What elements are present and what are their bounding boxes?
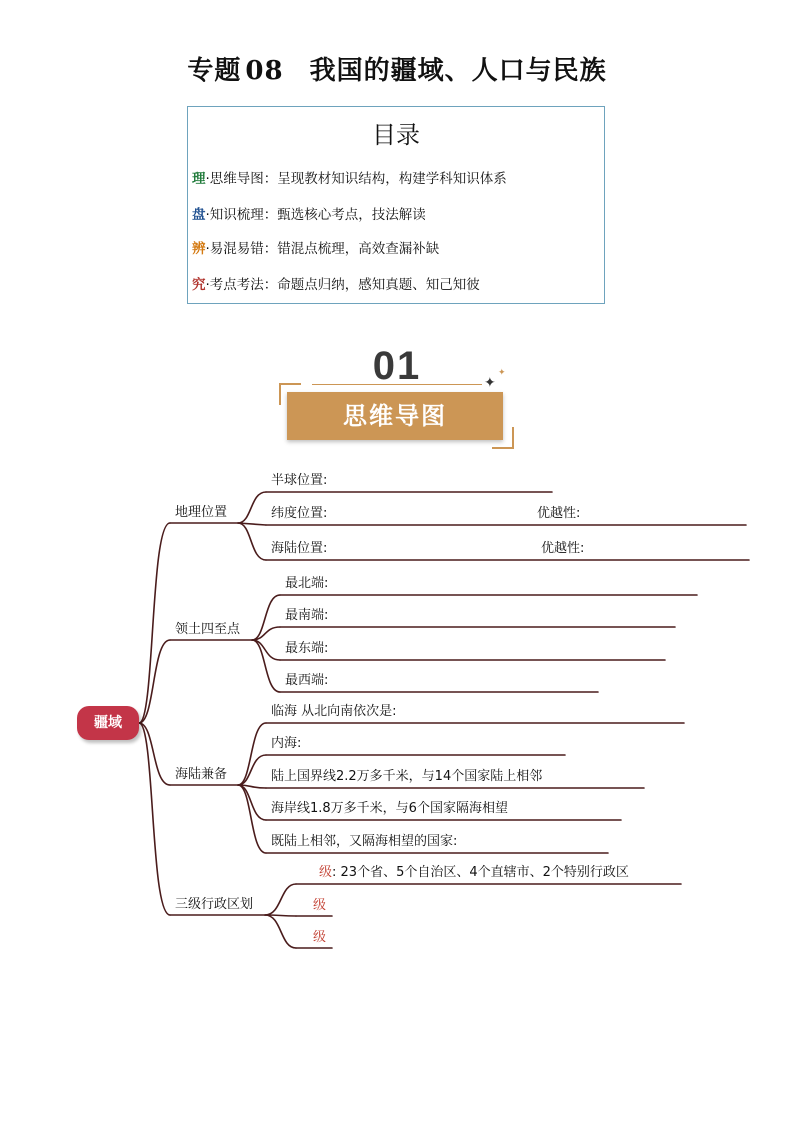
leaf-west: 最西端: — [285, 673, 329, 688]
toc-key: 究 — [192, 277, 206, 293]
branch-geo: 地理位置 — [175, 505, 228, 520]
toc-desc: 命题点归纳，感知真题、知己知彼 — [277, 277, 480, 293]
leaf-coastline: 海岸线1.8万多千米，与6个国家隔海相望 — [271, 801, 508, 816]
leaf-north: 最北端: — [285, 576, 329, 591]
toc-name: 知识梳理： — [209, 207, 278, 223]
branch-extremes: 领土四至点 — [175, 622, 241, 637]
sparkle-icon: ✦ — [484, 375, 496, 391]
level-red-text: 级 — [319, 865, 333, 880]
title-text: 我国的疆域、人口与民族 — [309, 56, 607, 86]
branch-sealand: 海陆兼备 — [175, 767, 228, 782]
leaf-inland-sea: 内海: — [271, 736, 302, 751]
toc-sep: · — [205, 207, 210, 223]
toc-desc: 甄选核心考点，技法解读 — [277, 207, 426, 223]
connector-root-geo — [139, 523, 170, 723]
leaf-latitude: 纬度位置: — [271, 506, 328, 521]
title-number: 08 — [245, 56, 284, 86]
leaf-both-neighbors: 既陆上相邻，又隔海相望的国家: — [271, 834, 458, 849]
leaf-latitude-advantage: 优越性: — [537, 506, 581, 521]
toc-key: 理 — [192, 171, 206, 187]
leaf-land-border: 陆上国界线2.2万多千米，与14个国家陆上相邻 — [271, 769, 543, 784]
section-number: 01 — [372, 344, 422, 388]
branch-admin: 三级行政区划 — [175, 897, 254, 912]
connector-root-admin — [139, 723, 170, 915]
leaf-admin-level-1 — [319, 865, 629, 881]
connector-geo-hemisphere — [238, 492, 266, 523]
title-prefix: 专题 — [187, 56, 242, 86]
leaf-sea-land-position: 海陆位置: — [271, 541, 328, 556]
toc-sep: · — [205, 277, 210, 293]
toc-name: 考点考法： — [209, 277, 278, 293]
toc-title: 目录 — [372, 121, 420, 149]
leaf-hemisphere: 半球位置: — [271, 473, 328, 488]
toc-name: 易混易错： — [209, 241, 278, 257]
toc-sep: · — [205, 241, 210, 257]
toc-name: 思维导图： — [209, 171, 278, 187]
sparkle-small-icon: ✦ — [498, 368, 506, 378]
leaf-seas: 临海 从北向南依次是: — [271, 704, 397, 719]
mindmap-root: 疆域 — [77, 706, 139, 740]
leaf-east: 最东端: — [285, 641, 329, 656]
leaf-south: 最南端: — [285, 608, 329, 623]
toc-key: 盘 — [192, 207, 206, 223]
connector-geo-sealand — [238, 523, 266, 560]
toc-desc: 呈现教材知识结构，构建学科知识体系 — [277, 171, 507, 187]
section-banner: 思维导图 — [287, 392, 503, 440]
toc-key: 辨 — [192, 241, 206, 257]
toc-desc: 错混点梳理，高效查漏补缺 — [277, 241, 440, 257]
leaf-admin-level-3: 级 — [313, 930, 327, 945]
leaf-sea-land-advantage: 优越性: — [541, 541, 585, 556]
connector-root-extremes — [139, 640, 170, 723]
level-1-text: : 23个省、5个自治区、4个直辖市、2个特别行政区 — [332, 865, 629, 880]
toc-sep: · — [205, 171, 210, 187]
leaf-admin-level-2: 级 — [313, 898, 327, 913]
